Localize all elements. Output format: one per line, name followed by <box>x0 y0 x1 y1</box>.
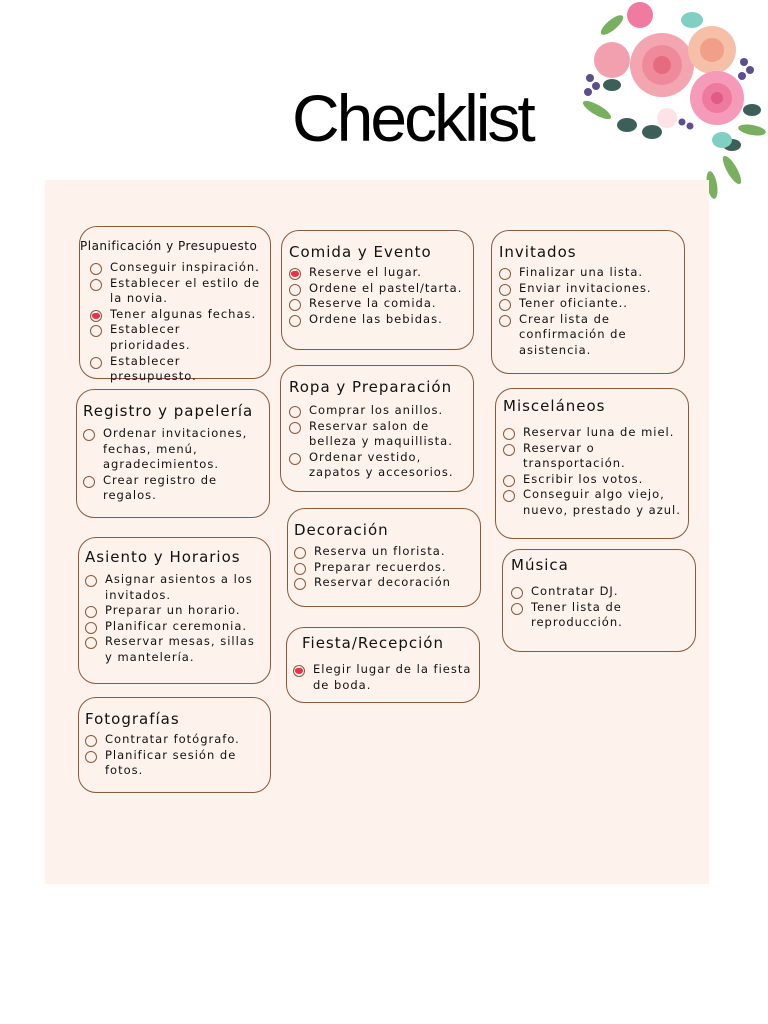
section-fiesta <box>286 627 480 703</box>
section-title: Decoración <box>294 521 389 539</box>
checkbox[interactable] <box>289 284 301 296</box>
checkbox-checked[interactable] <box>90 310 102 322</box>
checkbox[interactable] <box>294 578 306 590</box>
checklist-item[interactable]: Establecer el estilo de la novia. <box>90 276 264 307</box>
checkbox[interactable] <box>289 422 301 434</box>
checkbox[interactable] <box>85 606 97 618</box>
checkbox[interactable] <box>499 284 511 296</box>
checklist-item[interactable]: Escribir los votos. <box>503 472 684 488</box>
section-asiento <box>78 537 271 684</box>
checkbox[interactable] <box>511 603 523 615</box>
checkbox-checked[interactable] <box>293 665 305 677</box>
section-title: Asiento y Horarios <box>85 548 241 566</box>
checkbox[interactable] <box>289 406 301 418</box>
checklist-item[interactable]: Ordenar vestido, zapatos y accesorios. <box>289 450 467 481</box>
section-title: Fotografías <box>85 710 180 728</box>
checklist-item[interactable]: Elegir lugar de la fiesta de boda. <box>293 662 473 693</box>
checkbox[interactable] <box>499 268 511 280</box>
checklist-item[interactable]: Ordene el pastel/tarta. <box>289 281 467 297</box>
section-miscelaneos <box>495 388 689 539</box>
checkbox[interactable] <box>503 428 515 440</box>
checklist-item[interactable]: Reserve el lugar. <box>289 265 467 281</box>
checkbox[interactable] <box>83 476 95 488</box>
section-invitados <box>491 230 685 374</box>
checkbox[interactable] <box>511 587 523 599</box>
checklist-item[interactable]: Contratar fotógrafo. <box>85 732 264 748</box>
checkbox[interactable] <box>503 444 515 456</box>
checklist-item[interactable]: Ordene las bebidas. <box>289 312 467 328</box>
section-decoracion <box>287 508 481 607</box>
checkbox[interactable] <box>289 315 301 327</box>
section-title: Música <box>511 556 569 574</box>
checklist-item[interactable]: Finalizar una lista. <box>499 265 678 281</box>
checkbox[interactable] <box>85 735 97 747</box>
checklist-item[interactable]: Conseguir inspiración. <box>90 260 264 276</box>
checkbox[interactable] <box>85 575 97 587</box>
checkbox[interactable] <box>503 475 515 487</box>
checkbox[interactable] <box>85 637 97 649</box>
checkmark-icon <box>295 665 302 672</box>
page-title: Checklist <box>292 81 533 155</box>
checkbox[interactable] <box>499 315 511 327</box>
section-title: Comida y Evento <box>289 243 432 261</box>
checklist-item[interactable]: Reserva un florista. <box>294 544 474 560</box>
checkbox[interactable] <box>85 751 97 763</box>
section-title: Planificación y Presupuesto <box>80 239 258 253</box>
checklist-item[interactable]: Planificar sesión de fotos. <box>85 748 264 779</box>
checklist-item[interactable]: Ordenar invitaciones, fechas, menú, agradecimientos. <box>83 426 263 473</box>
checkbox[interactable] <box>499 299 511 311</box>
checklist-item[interactable]: Establecer prioridades. <box>90 322 264 353</box>
checklist-item[interactable]: Reservar mesas, sillas y mantelería. <box>85 634 266 665</box>
section-title: Fiesta/Recepción <box>302 634 444 652</box>
checklist-item[interactable]: Reservar o transportación. <box>503 441 684 472</box>
checkbox[interactable] <box>90 325 102 337</box>
checkmark-icon <box>291 268 298 275</box>
checkmark-icon <box>92 310 99 317</box>
checklist-item[interactable]: Crear lista de confirmación de asistencia. <box>499 312 678 359</box>
checklist-item[interactable]: Contratar DJ. <box>511 584 689 600</box>
checklist-item[interactable]: Enviar invitaciones. <box>499 281 678 297</box>
checklist-item[interactable]: Comprar los anillos. <box>289 403 467 419</box>
checklist-item[interactable]: Reservar luna de miel. <box>503 425 684 441</box>
checkbox[interactable] <box>90 279 102 291</box>
checkbox[interactable] <box>83 429 95 441</box>
section-title: Ropa y Preparación <box>289 378 453 396</box>
section-musica <box>502 549 696 652</box>
section-registro <box>76 389 270 518</box>
checklist-item[interactable]: Asignar asientos a los invitados. <box>85 572 266 603</box>
section-title: Registro y papelería <box>83 402 254 420</box>
checkbox[interactable] <box>294 563 306 575</box>
checklist-item[interactable]: Reservar salon de belleza y maquillista. <box>289 419 467 450</box>
checklist-item[interactable]: Reserve la comida. <box>289 296 467 312</box>
checkbox[interactable] <box>90 263 102 275</box>
section-title: Misceláneos <box>503 397 606 415</box>
checkbox[interactable] <box>85 622 97 634</box>
checklist-item[interactable]: Conseguir algo viejo, nuevo, prestado y azul. <box>503 487 684 518</box>
checklist-item[interactable]: Tener algunas fechas. <box>90 307 264 323</box>
checklist-item[interactable]: Establecer presupuesto. <box>90 354 264 385</box>
checklist-item[interactable]: Tener lista de reproducción. <box>511 600 689 631</box>
checkbox[interactable] <box>289 453 301 465</box>
checkbox-checked[interactable] <box>289 268 301 280</box>
checklist-item[interactable]: Crear registro de regalos. <box>83 473 263 504</box>
section-comida <box>281 230 474 350</box>
checklist-item[interactable]: Planificar ceremonia. <box>85 619 266 635</box>
checklist-item[interactable]: Preparar recuerdos. <box>294 560 474 576</box>
section-fotografias <box>78 697 271 793</box>
flower-bouquet-decoration <box>552 0 768 205</box>
checkbox[interactable] <box>294 547 306 559</box>
section-title: Invitados <box>499 243 577 261</box>
checkbox[interactable] <box>503 490 515 502</box>
section-ropa <box>280 365 474 492</box>
checklist-item[interactable]: Preparar un horario. <box>85 603 266 619</box>
checklist-item[interactable]: Reservar decoración <box>294 575 474 591</box>
checkbox[interactable] <box>90 357 102 369</box>
checklist-item[interactable]: Tener oficiante.. <box>499 296 678 312</box>
section-planificacion <box>79 226 271 384</box>
checkbox[interactable] <box>289 299 301 311</box>
